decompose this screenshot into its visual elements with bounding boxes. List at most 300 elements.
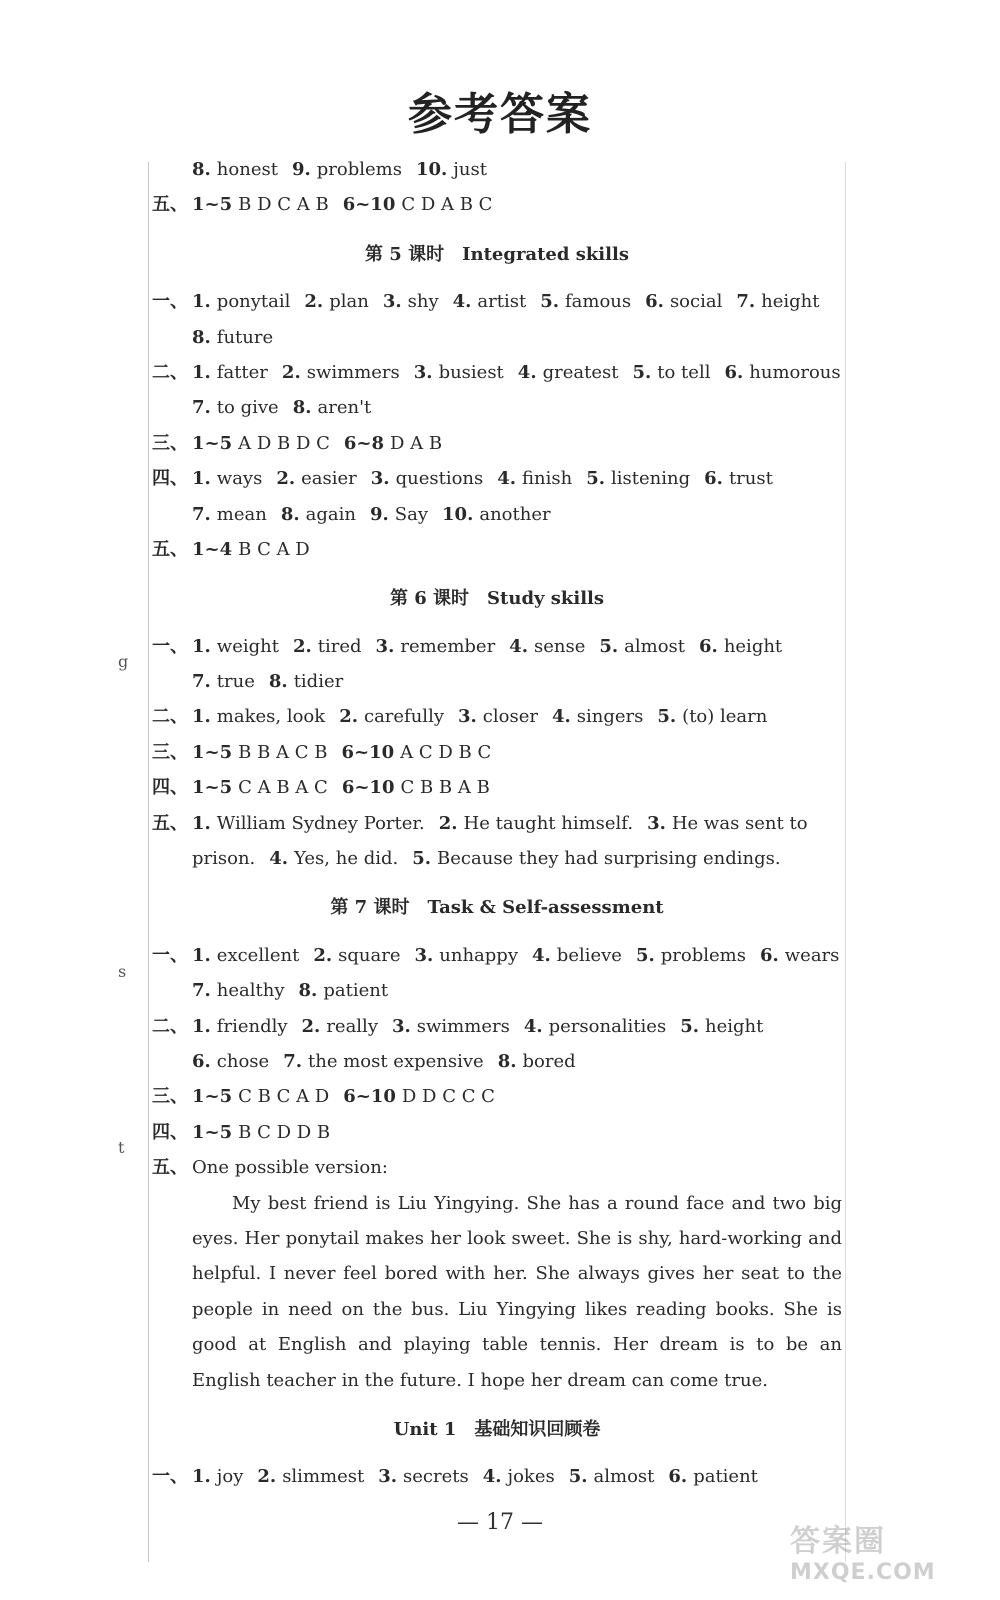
section-topic: Task & Self-assessment [427, 897, 664, 919]
answer-number: 1. [192, 361, 211, 383]
answer-number: 6. [759, 944, 779, 966]
answer-item [569, 1466, 655, 1487]
answer-number: 6~10 [341, 741, 395, 763]
answer-text: questions [395, 468, 484, 490]
answer-text: aren't [317, 397, 372, 419]
answer-text: believe [556, 944, 622, 966]
answer-text: C B B A B [400, 777, 490, 799]
answer-item [343, 1086, 495, 1107]
answer-item [442, 504, 551, 525]
answer-number: 5. [680, 1015, 699, 1037]
answer-item [439, 813, 633, 834]
section-lesson: 第 6 课时 [389, 588, 470, 610]
answer-text: height [723, 635, 783, 657]
part-label: 三、 [152, 1086, 188, 1108]
answer-item [414, 945, 518, 966]
answer-item [192, 468, 262, 489]
answer-number: 1. [192, 1015, 211, 1037]
answer-text: social [669, 291, 723, 313]
answer-text: wears [784, 944, 840, 966]
answer-item [414, 362, 504, 383]
page-number: — 17 — [457, 1510, 543, 1535]
answer-item [192, 433, 330, 454]
answer-text: unhappy [439, 944, 518, 966]
answer-item [192, 1016, 288, 1037]
answer-number: 1. [192, 468, 211, 490]
answer-number: 7. [192, 397, 211, 419]
part-label: 五、 [152, 538, 188, 560]
answer-number: 6. [192, 1050, 211, 1072]
answer-number: 3. [414, 944, 434, 966]
answer-text: A C D B C [400, 741, 492, 763]
answer-text: patient [693, 1466, 758, 1488]
answer-text: swimmers [306, 361, 400, 383]
answer-number: 1~5 [192, 741, 233, 763]
answer-text: Yes, he did. [294, 848, 399, 870]
answer-line [152, 355, 842, 390]
answer-item [724, 362, 840, 383]
answer-number: 4. [452, 291, 472, 313]
answer-text: almost [593, 1466, 655, 1488]
answer-number: 10. [442, 503, 474, 525]
margin-mark: g [118, 652, 129, 671]
answer-item [704, 468, 773, 489]
answer-number: 6~10 [341, 777, 395, 799]
answer-item [192, 742, 327, 763]
answer-number: 4. [509, 635, 528, 657]
answer-text: fatter [216, 361, 268, 383]
answer-item [736, 291, 819, 312]
answer-text: famous [565, 291, 632, 313]
answer-item [532, 945, 622, 966]
answer-text: greatest [542, 361, 619, 383]
answer-line [152, 426, 842, 461]
answer-text: C A B A C [238, 777, 328, 799]
answer-item [680, 1016, 763, 1037]
answer-item [699, 636, 782, 657]
answer-number: 4. [532, 944, 551, 966]
answer-item [192, 945, 299, 966]
section-heading [152, 1412, 842, 1447]
answer-text: A D B D C [238, 432, 330, 454]
answer-number: 2. [257, 1466, 277, 1488]
answer-number: 1~4 [192, 538, 233, 560]
section-heading [152, 890, 842, 925]
answer-number: 5. [599, 635, 619, 657]
answer-item [192, 362, 268, 383]
part-label: 一、 [152, 291, 188, 313]
answer-item [292, 159, 402, 180]
part-label: 四、 [152, 777, 188, 799]
answer-text: problems [316, 159, 402, 180]
answer-item [192, 671, 255, 692]
answer-text: D A B [390, 432, 443, 454]
answer-number: 3. [370, 468, 390, 490]
answer-number: 4. [482, 1466, 502, 1488]
answer-text: (to) learn [682, 706, 768, 728]
answer-text: to give [216, 397, 279, 419]
answer-item [647, 813, 807, 834]
answer-item [192, 194, 329, 215]
answer-text: He was sent to [671, 812, 808, 834]
answer-item [341, 742, 491, 763]
answer-line [152, 1044, 842, 1079]
answer-number: 4. [517, 361, 537, 383]
answer-line [152, 1079, 842, 1114]
answer-number: 2. [292, 635, 312, 657]
answer-text: joy [216, 1466, 244, 1488]
answer-item [283, 1051, 483, 1072]
answer-number: 4. [551, 706, 571, 728]
answer-item [760, 945, 839, 966]
answer-item [276, 468, 356, 489]
part-label: 一、 [152, 635, 188, 657]
answer-content [152, 152, 842, 1495]
answer-item [458, 706, 538, 727]
part-label: 三、 [152, 432, 188, 454]
answer-line [152, 320, 842, 355]
answer-text: C D A B C [401, 194, 493, 216]
answer-text: prison. [192, 848, 256, 870]
answer-text: patient [323, 980, 389, 1002]
part-label: 五、 [152, 812, 188, 834]
answer-number: 1. [192, 635, 211, 657]
part-label: 二、 [152, 1015, 188, 1037]
answer-text: problems [660, 944, 746, 966]
answer-text: really [326, 1015, 378, 1037]
answer-number: 3. [647, 812, 666, 834]
answer-text: shy [407, 291, 439, 313]
answer-item [257, 1466, 364, 1487]
answer-line [152, 735, 842, 770]
answer-text: listening [611, 468, 691, 490]
answer-number: 5. [657, 706, 677, 728]
answer-line [152, 390, 842, 425]
section-heading [152, 581, 842, 616]
answer-item [599, 636, 685, 657]
answer-number: 8. [192, 326, 211, 348]
answer-number: 9. [369, 503, 389, 525]
section-lesson: 第 5 课时 [365, 243, 445, 265]
answer-item [192, 1157, 388, 1178]
answer-item [304, 291, 368, 312]
part-label: 五、 [152, 1157, 188, 1179]
answer-number: 5. [412, 848, 432, 870]
answer-item [192, 539, 310, 560]
part-label: 一、 [152, 944, 188, 966]
answer-number: 2. [281, 361, 301, 383]
answer-item [412, 848, 780, 869]
answer-item [371, 468, 483, 489]
answer-text: future [216, 326, 274, 348]
answer-line [152, 806, 842, 841]
answer-text: carefully [363, 706, 444, 728]
answer-item [281, 504, 356, 525]
section-lesson: 第 7 课时 [330, 897, 410, 919]
answer-item [192, 777, 328, 798]
left-margin-rule [148, 162, 149, 1562]
right-margin-rule [845, 162, 846, 1562]
answer-text: sense [533, 635, 586, 657]
answer-number: 1. [192, 706, 211, 728]
answer-text: Say [394, 503, 429, 525]
answer-text: artist [477, 291, 527, 313]
section-topic: 基础知识回顾卷 [474, 1418, 601, 1440]
answer-item [192, 813, 425, 834]
part-label: 四、 [152, 468, 188, 490]
answer-line [152, 1150, 842, 1185]
answer-number: 6. [704, 468, 723, 490]
answer-number: 6~8 [343, 432, 385, 454]
answer-line [152, 532, 842, 567]
answer-number: 7. [192, 671, 211, 693]
answer-number: 7. [283, 1050, 302, 1072]
answer-number: 8. [292, 397, 312, 419]
answer-text: ways [216, 468, 263, 490]
answer-number: 1~5 [192, 1086, 233, 1108]
answer-text: chose [216, 1050, 270, 1072]
answer-item [192, 159, 278, 180]
answer-text: to tell [657, 361, 711, 383]
answer-item [668, 1466, 758, 1487]
essay-paragraph: My best friend is Liu Yingying. She has a round face and two big eyes. Her ponytail makes her look sweet. She is shy, hard-working and helpful. I never feel bored with her. She always gives her seat to the people in need on the bus. Liu Yingying likes reading books. She is good at English and playing table tennis. Her dream is to be an English teacher in the future. I hope her dream can come true. [192, 1192, 842, 1391]
answer-line [152, 152, 842, 187]
answer-text: mean [216, 503, 267, 525]
answer-item [293, 397, 372, 418]
answer-item [518, 362, 619, 383]
answer-text: makes, look [216, 706, 326, 728]
answer-text: bored [522, 1050, 576, 1072]
answer-item [509, 636, 585, 657]
answer-item [416, 159, 487, 180]
answer-text: busiest [438, 361, 504, 383]
sample-essay [152, 1186, 842, 1398]
answer-text: almost [624, 635, 686, 657]
answer-number: 6. [668, 1466, 688, 1488]
answer-number: 6. [724, 361, 744, 383]
answer-text: D D C C C [401, 1086, 495, 1108]
answer-item [192, 848, 255, 869]
answer-line [152, 770, 842, 805]
answer-line [152, 699, 842, 734]
answer-text: William Sydney Porter. [216, 812, 425, 834]
margin-mark: t [118, 1138, 125, 1157]
answer-item [192, 504, 267, 525]
answer-item [657, 706, 767, 727]
answer-text: tired [317, 635, 362, 657]
answer-number: 5. [635, 944, 655, 966]
answer-text: height [761, 291, 820, 313]
answer-item [498, 1051, 576, 1072]
answer-number: 6~10 [343, 1086, 396, 1108]
answer-text: another [479, 503, 551, 525]
answer-number: 6. [645, 291, 664, 313]
answer-item [192, 1086, 329, 1107]
answer-number: 1. [192, 291, 211, 313]
answer-number: 7. [192, 503, 211, 525]
answer-number: 1~5 [192, 1121, 233, 1143]
answer-number: 8. [298, 980, 318, 1002]
answer-number: 3. [458, 706, 477, 728]
answer-item [192, 636, 279, 657]
answer-text: again [305, 503, 356, 525]
part-label: 一、 [152, 1466, 188, 1488]
answer-item [293, 636, 362, 657]
answer-item [192, 291, 290, 312]
answer-text: tidier [293, 671, 344, 693]
answer-item [192, 1051, 269, 1072]
answer-text: healthy [216, 980, 285, 1002]
answer-number: 7. [192, 980, 211, 1002]
answer-item [269, 848, 398, 869]
answer-number: 3. [375, 635, 395, 657]
answer-number: 3. [391, 1015, 411, 1037]
answer-text: height [705, 1015, 764, 1037]
answer-number: 4. [497, 468, 517, 490]
answer-text: One possible version: [192, 1157, 388, 1179]
section-heading [152, 237, 842, 272]
answer-item [282, 362, 400, 383]
answer-number: 1~5 [192, 432, 233, 454]
answer-item [344, 433, 442, 454]
answer-item [370, 504, 428, 525]
answer-text: secrets [403, 1466, 469, 1488]
answer-text: friendly [216, 1015, 288, 1037]
answer-item [299, 980, 389, 1001]
answer-item [392, 1016, 510, 1037]
answer-number: 10. [415, 159, 448, 180]
answer-text: excellent [216, 944, 300, 966]
answer-number: 5. [568, 1466, 588, 1488]
part-label: 四、 [152, 1121, 188, 1143]
answer-text: B D C A B [238, 194, 329, 216]
answer-text: trust [728, 468, 773, 490]
answer-text: B B A C B [238, 741, 328, 763]
section-topic: Study skills [487, 588, 605, 610]
answer-line [152, 841, 842, 876]
page-title: 参考答案 [408, 89, 592, 140]
answer-item [192, 397, 279, 418]
answer-number: 8. [497, 1050, 517, 1072]
watermark-logo [790, 1516, 970, 1585]
answer-text: He taught himself. [463, 812, 634, 834]
answer-item [192, 327, 273, 348]
answer-item [376, 636, 496, 657]
answer-text: jokes [507, 1466, 555, 1488]
answer-item [383, 291, 439, 312]
answer-line [152, 973, 842, 1008]
answer-item [302, 1016, 378, 1037]
answer-item [192, 980, 285, 1001]
answer-item [645, 291, 722, 312]
answer-line [152, 187, 842, 222]
answer-number: 2. [276, 468, 296, 490]
answer-text: singers [576, 706, 644, 728]
part-label: 五、 [152, 194, 188, 216]
answer-item [192, 1466, 243, 1487]
answer-number: 2. [313, 944, 333, 966]
answer-text: Because they had surprising endings. [437, 848, 781, 870]
answer-text: C B C A D [238, 1086, 330, 1108]
answer-line [152, 497, 842, 532]
answer-text: true [216, 671, 255, 693]
answer-item [343, 194, 493, 215]
part-label: 二、 [152, 361, 188, 383]
answer-number: 3. [382, 291, 402, 313]
answer-text: swimmers [416, 1015, 510, 1037]
answer-number: 1~5 [192, 777, 233, 799]
answer-item [192, 706, 325, 727]
answer-line [152, 938, 842, 973]
answer-text: closer [482, 706, 538, 728]
answer-text: square [338, 944, 401, 966]
answer-line [152, 1009, 842, 1044]
answer-text: ponytail [216, 291, 291, 313]
answer-text: easier [301, 468, 357, 490]
answer-number: 8. [280, 503, 300, 525]
answer-item [378, 1466, 469, 1487]
answer-item [342, 777, 490, 798]
answer-number: 1. [192, 812, 211, 834]
answer-line [152, 284, 842, 319]
answer-number: 7. [736, 291, 756, 313]
answer-number: 1. [192, 944, 211, 966]
answer-text: plan [329, 291, 369, 313]
answer-line [152, 1115, 842, 1150]
answer-number: 4. [523, 1015, 543, 1037]
answer-text: the most expensive [308, 1050, 484, 1072]
answer-number: 5. [632, 361, 652, 383]
answer-number: 2. [301, 1015, 321, 1037]
answer-item [586, 468, 690, 489]
answer-text: B C A D [238, 538, 310, 560]
answer-item [313, 945, 400, 966]
answer-number: 2. [339, 706, 358, 728]
answer-item [339, 706, 444, 727]
answer-item [632, 362, 710, 383]
answer-number: 3. [413, 361, 433, 383]
answer-number: 8. [192, 159, 211, 180]
answer-line [152, 664, 842, 699]
answer-line [152, 629, 842, 664]
part-label: 二、 [152, 706, 188, 728]
answer-number: 1. [192, 1466, 211, 1488]
answer-text: humorous [749, 361, 841, 383]
answer-item [636, 945, 746, 966]
answer-number: 6~10 [342, 194, 396, 216]
answer-line [152, 461, 842, 496]
answer-text: honest [216, 159, 278, 180]
answer-number: 4. [269, 848, 289, 870]
answer-item [540, 291, 631, 312]
part-label: 三、 [152, 741, 188, 763]
answer-number: 5. [586, 468, 606, 490]
answer-number: 9. [291, 159, 311, 180]
answer-number: 5. [540, 291, 559, 313]
answer-text: just [453, 159, 487, 180]
answer-item [269, 671, 343, 692]
section-lesson: Unit 1 [393, 1418, 457, 1440]
answer-item [524, 1016, 666, 1037]
answer-number: 6. [699, 635, 718, 657]
answer-line [152, 1459, 842, 1494]
answer-item [453, 291, 527, 312]
answer-number: 3. [378, 1466, 397, 1488]
answer-item [552, 706, 643, 727]
answer-item [497, 468, 572, 489]
margin-mark: s [118, 962, 127, 981]
answer-text: remember [400, 635, 496, 657]
